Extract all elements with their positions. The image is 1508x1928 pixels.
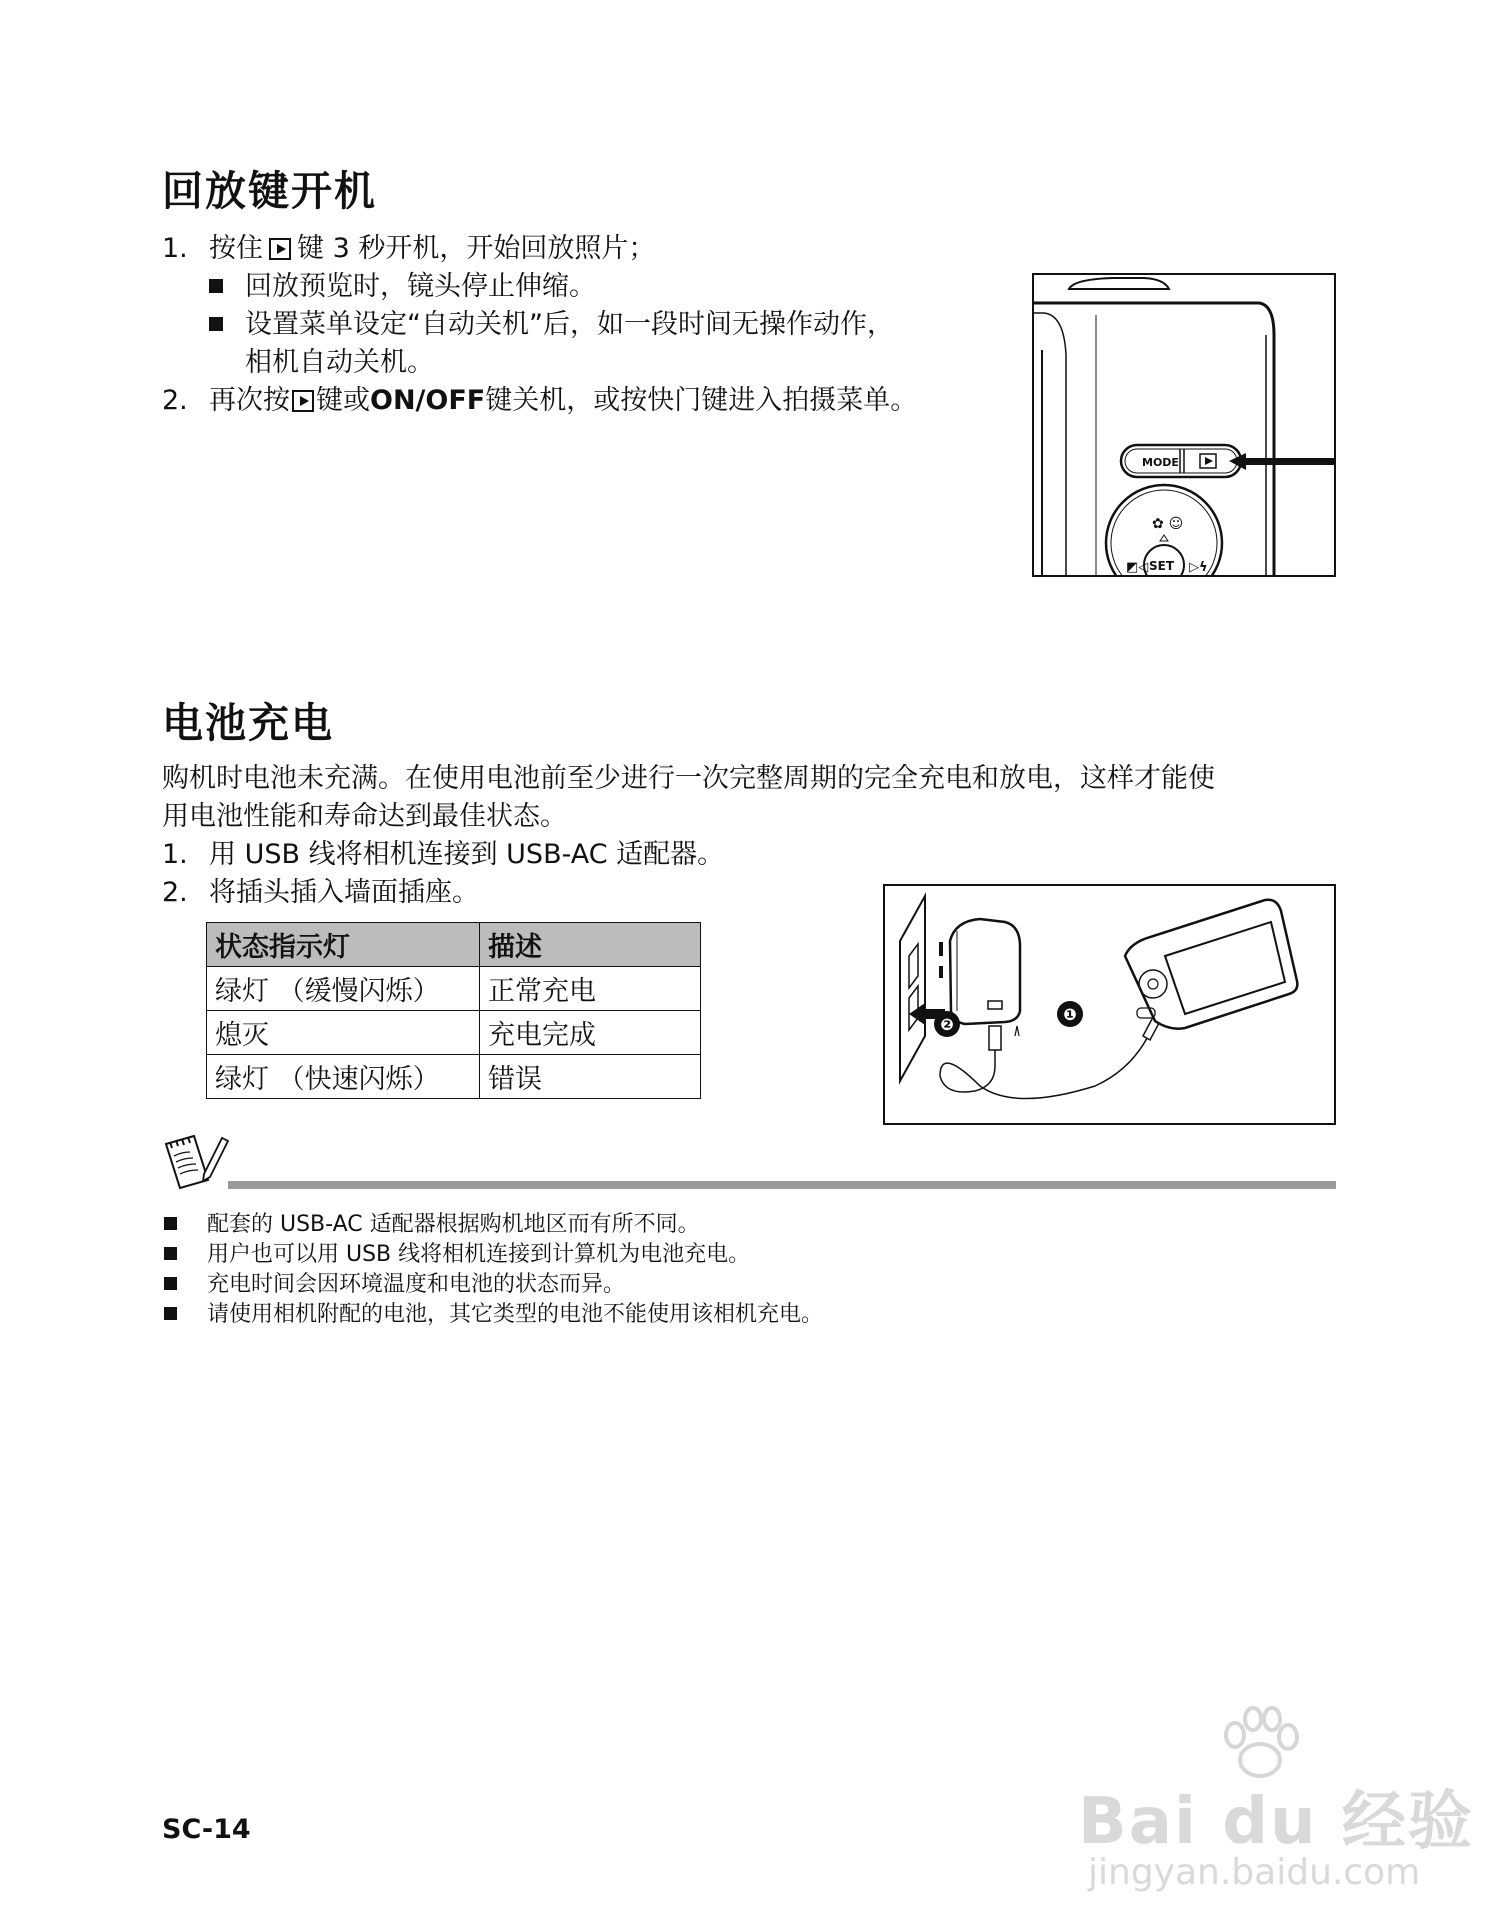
intro-line-1: 购机时电池未充满。在使用电池前至少进行一次完整周期的完全充电和放电，这样才能使 xyxy=(162,763,1215,794)
bullet-square-icon xyxy=(164,1307,177,1320)
step-2 xyxy=(162,382,917,420)
step2-prefix: 再次按 xyxy=(209,385,290,416)
bullet-square-icon xyxy=(164,1247,177,1260)
step-number: 1. xyxy=(162,839,188,870)
on-off-label: ON/OFF xyxy=(370,385,486,416)
note-item xyxy=(164,1270,625,1299)
bullet-2 xyxy=(209,306,894,344)
bullet-1 xyxy=(209,268,596,306)
step-number: 2. xyxy=(162,877,188,908)
step-number: 2. xyxy=(162,385,188,416)
bullet-2-continued: 相机自动关机。 xyxy=(245,347,434,378)
note-text: 请使用相机附配的电池，其它类型的电池不能使用该相机充电。 xyxy=(207,1302,824,1327)
note-item xyxy=(164,1210,700,1239)
note-item xyxy=(164,1240,750,1269)
table-cell: 正常充电 xyxy=(480,967,701,1011)
table-row xyxy=(207,1055,701,1099)
step2-suffix: 键关机，或按快门键进入拍摄菜单。 xyxy=(485,385,918,416)
bullet-square-icon xyxy=(164,1277,177,1290)
charging-figure xyxy=(883,884,1336,1125)
watermark-brand: Bai du 经验 xyxy=(1078,1785,1474,1859)
bullet-text: 回放预览时，镜头停止伸缩。 xyxy=(245,271,596,302)
svg-text:✿ ☺: ✿ ☺ xyxy=(1152,516,1184,532)
charge-step-2 xyxy=(162,874,479,912)
page-number: SC-14 xyxy=(162,1814,251,1845)
table-header-row xyxy=(207,923,701,967)
step-badge-2: ❷ xyxy=(940,1015,954,1034)
camera-back-illustration xyxy=(1034,275,1334,575)
intro-line-2: 用电池性能和寿命达到最佳状态。 xyxy=(162,801,567,832)
section-title-playback-power: 回放键开机 xyxy=(162,167,377,215)
playback-key-icon xyxy=(269,238,291,260)
bullet-square-icon xyxy=(209,279,223,293)
table-cell: 绿灯 （快速闪烁） xyxy=(207,1055,480,1099)
column-header: 描述 xyxy=(480,923,701,967)
note-text: 充电时间会因环境温度和电池的状态而异。 xyxy=(207,1272,626,1297)
step1-suffix: 键 3 秒开机，开始回放照片； xyxy=(297,233,656,264)
camera-back-figure xyxy=(1032,273,1336,577)
note-text: 配套的 USB-AC 适配器根据购机地区而有所不同。 xyxy=(207,1212,700,1237)
step1-prefix: 按住 xyxy=(209,233,263,264)
step-text: 用 USB 线将相机连接到 USB-AC 适配器。 xyxy=(209,839,725,870)
mode-button-label: MODE xyxy=(1142,456,1179,469)
bullet-text: 设置菜单设定“自动关机”后，如一段时间无操作动作， xyxy=(245,309,894,340)
step-text: 将插头插入墙面插座。 xyxy=(209,877,479,908)
table-cell: 绿灯 （缓慢闪烁） xyxy=(207,967,480,1011)
note-text: 用户也可以用 USB 线将相机连接到计算机为电池充电。 xyxy=(207,1242,751,1267)
table-row xyxy=(207,1011,701,1055)
bullet-square-icon xyxy=(164,1217,177,1230)
set-button-label: SET xyxy=(1149,559,1175,573)
step-badge-1: ❶ xyxy=(1063,1005,1077,1024)
svg-text:▷ϟ: ▷ϟ xyxy=(1189,560,1208,575)
status-table xyxy=(206,922,701,1099)
column-header: 状态指示灯 xyxy=(207,923,480,967)
charge-step-1 xyxy=(162,836,724,874)
note-item xyxy=(164,1300,823,1329)
playback-key-icon xyxy=(292,390,314,412)
watermark-url: jingyan.baidu.com xyxy=(1088,1852,1421,1893)
table-cell: 错误 xyxy=(480,1055,701,1099)
note-divider xyxy=(228,1181,1336,1189)
bullet-square-icon xyxy=(209,317,223,331)
table-row xyxy=(207,967,701,1011)
step-number: 1. xyxy=(162,233,188,264)
step-1 xyxy=(162,230,655,268)
step2-mid: 键或 xyxy=(316,385,370,416)
svg-text:◩◁: ◩◁ xyxy=(1126,560,1149,575)
notepad-pencil-icon xyxy=(160,1130,230,1192)
section-title-battery-charging: 电池充电 xyxy=(162,699,334,747)
table-cell: 熄灭 xyxy=(207,1011,480,1055)
charging-illustration xyxy=(885,886,1334,1123)
table-cell: 充电完成 xyxy=(480,1011,701,1055)
